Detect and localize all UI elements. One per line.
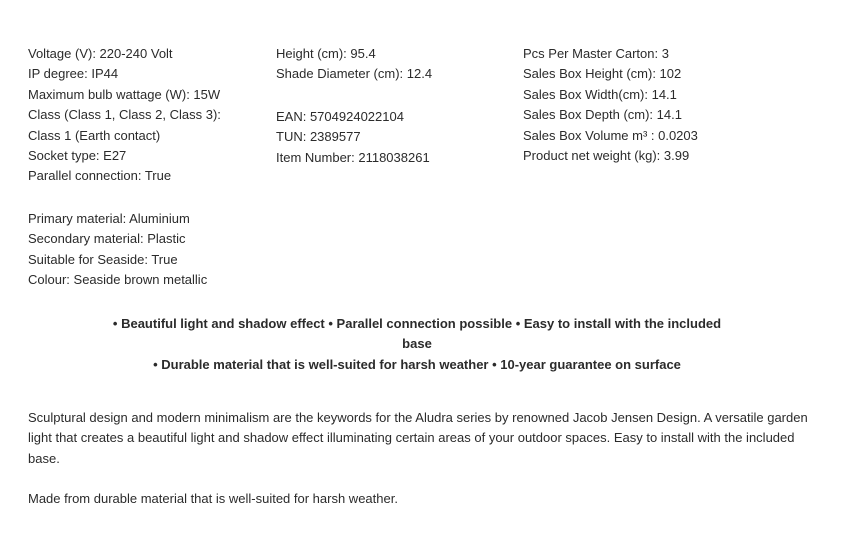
feature-highlights	[110, 314, 724, 375]
spec-suitable-seaside: Suitable for Seaside: True	[28, 251, 178, 267]
spec-ip-degree: IP degree: IP44	[28, 66, 119, 82]
spec-shade-diameter: Shade Diameter (cm): 12.4	[276, 66, 433, 82]
feature-line-1: • Beautiful light and shadow effect • Parallel connection possible • Easy to install with the included base	[112, 316, 722, 352]
spec-ean: EAN: 5704924022104	[276, 108, 404, 124]
spec-parallel-connection: Parallel connection: True	[28, 168, 172, 184]
spec-box-depth: Sales Box Depth (cm): 14.1	[523, 107, 682, 123]
spec-column-dimensions	[276, 44, 516, 168]
spec-height: Height (cm): 95.4	[276, 46, 376, 61]
spec-group-identifiers	[276, 107, 516, 168]
spec-max-bulb-wattage: Maximum bulb wattage (W): 15W	[28, 86, 221, 102]
spec-primary-material: Primary material: Aluminium	[28, 210, 190, 226]
spec-socket-type: Socket type: E27	[28, 147, 127, 163]
spec-class-label: Class (Class 1, Class 2, Class 3):	[28, 107, 221, 123]
spec-class-value: Class 1 (Earth contact)	[28, 127, 161, 143]
description-paragraph-2: Made from durable material that is well-suited for harsh weather.	[28, 491, 398, 507]
spec-box-width: Sales Box Width(cm): 14.1	[523, 86, 677, 102]
spec-group-material	[28, 209, 268, 291]
spec-group-dimensions	[276, 44, 516, 85]
spec-net-weight: Product net weight (kg): 3.99	[523, 147, 690, 163]
spec-voltage: Voltage (V): 220-240 Volt	[28, 46, 173, 61]
spec-box-height: Sales Box Height (cm): 102	[523, 66, 682, 82]
spec-item-number: Item Number: 2118038261	[276, 149, 430, 165]
spec-box-volume: Sales Box Volume m³ : 0.0203	[523, 127, 698, 143]
spec-pcs-per-carton: Pcs Per Master Carton: 3	[523, 46, 669, 61]
spec-group-electrical	[28, 44, 268, 187]
spec-column-electrical	[28, 44, 268, 290]
spec-tun: TUN: 2389577	[276, 129, 361, 145]
spec-secondary-material: Secondary material: Plastic	[28, 231, 186, 247]
spec-colour: Colour: Seaside brown metallic	[28, 271, 208, 287]
feature-line-2: • Durable material that is well-suited for harsh weather • 10-year guarantee on surface	[153, 356, 681, 372]
description-paragraph-1: Sculptural design and modern minimalism are the keywords for the Aludra series by renowned Jacob Jensen Design. A versatile garden light that creates a beautiful light and shadow effect illuminating certain areas of your outdoor spaces. Easy to install with the included base.	[28, 410, 808, 466]
spec-column-packaging	[523, 44, 823, 166]
spec-gap	[28, 187, 268, 209]
spec-gap	[276, 85, 516, 107]
product-description	[28, 408, 818, 510]
